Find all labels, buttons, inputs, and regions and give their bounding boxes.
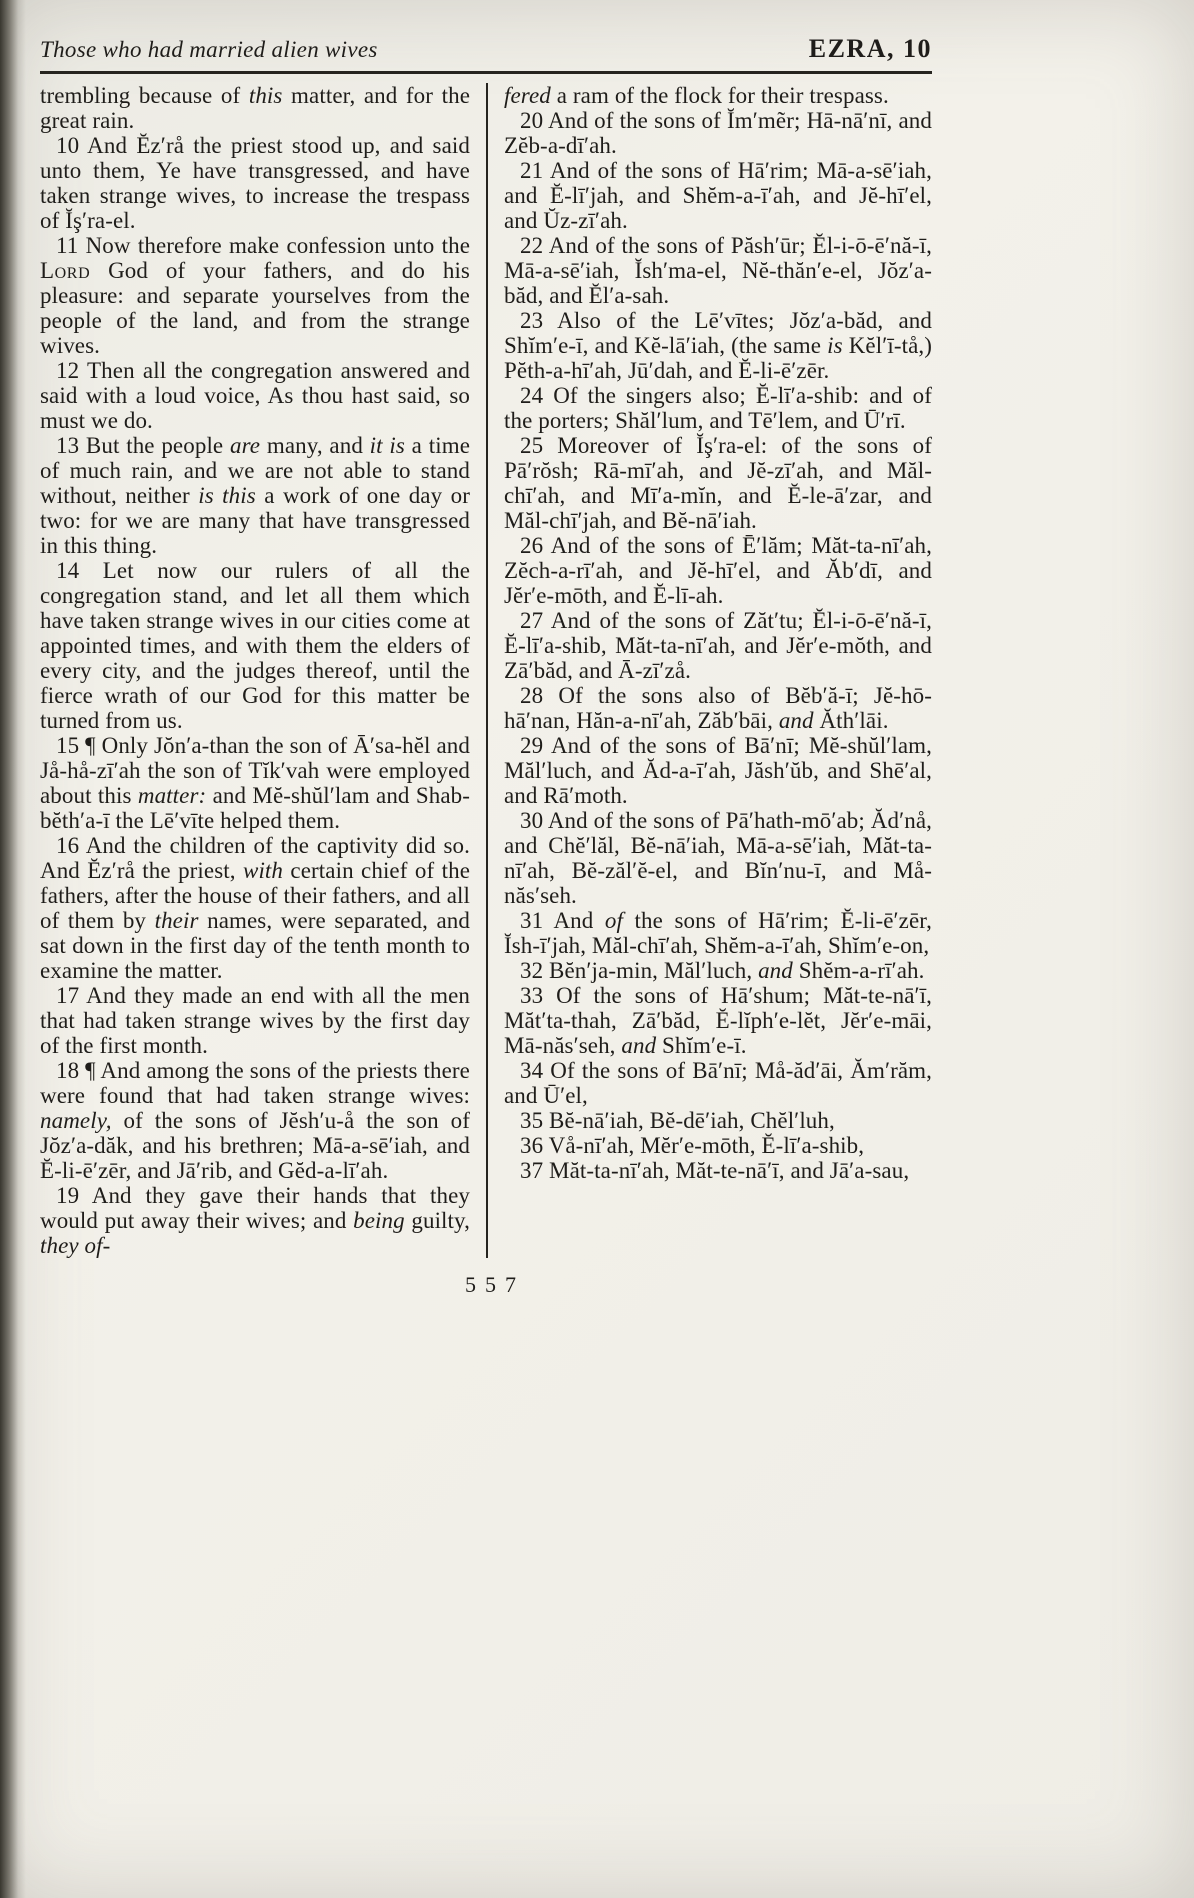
printed-area — [40, 34, 932, 1298]
running-head-title: Those who had married alien wives — [40, 37, 378, 62]
verse-paragraph: 23 Also of the Lē′vītes; Jŏz′a-băd, and Shĭm′e-ī, and Kĕ-lā′iah, (the same is Kĕl′ī-tå,) Pĕth-a-hī′ah, Jū′dah, and Ĕ-li-ē′zēr. — [504, 308, 932, 383]
page-number: 557 — [465, 1272, 525, 1297]
verse-paragraph: 33 Of the sons of Hā′shum; Măt-te-nā′ī, Măt′ta-thah, Zā′băd, Ĕ-lĭph′e-lĕt, Jĕr′e-māi, Mā-năs′seh, and Shĭm′e-ī. — [504, 983, 932, 1058]
header-rule — [40, 71, 932, 74]
verse-paragraph: 14 Let now our rulers of all the congregation stand, and let all them which have taken strange wives in our cities come at appointed times, and with them the elders of every city, and the judges thereof, until the fierce wrath of our God for this matter be turned from us. — [40, 558, 470, 733]
verse-paragraph: 15 ¶ Only Jŏn′a-than the son of Ā′sa-hĕl and Jå-hå-zī′ah the son of Tĭk′vah were employed about this matter: and Mĕ-shŭl′lam and Shab-bĕth′a-ī the Lē′vīte helped them. — [40, 733, 470, 833]
text-column-right — [504, 83, 932, 1258]
verse-paragraph: 21 And of the sons of Hā′rim; Mā-a-sē′iah, and Ĕ-lī′jah, and Shĕm-a-ī′ah, and Jĕ-hī′el, and Ŭz-zī′ah. — [504, 158, 932, 233]
verse-paragraph: 30 And of the sons of Pā′hath-mō′ab; Ăd′nå, and Chĕ′lăl, Bĕ-nā′iah, Mā-a-sē′iah, Măt-ta-nī′ah, Bĕ-zăl′ĕ-el, and Bĭn′nu-ī, and Må-năs′seh. — [504, 808, 932, 908]
verse-paragraph: 10 And Ĕz′rå the priest stood up, and said unto them, Ye have transgressed, and have taken strange wives, to increase the trespass of Ĭş′ra-el. — [40, 133, 470, 233]
two-column-text-block — [40, 83, 932, 1258]
verse-paragraph: 17 And they made an end with all the men that had taken strange wives by the first day of the first month. — [40, 983, 470, 1058]
verse-paragraph: 36 Vå-nī′ah, Mĕr′e-mōth, Ĕ-lī′a-shib, — [520, 1133, 865, 1158]
verse-paragraph: 32 Bĕn′ja-min, Măl′luch, and Shĕm-a-rī′ah. — [520, 958, 925, 983]
verse-paragraph: 26 And of the sons of Ē′lăm; Măt-ta-nī′ah, Zĕch-a-rī′ah, and Jĕ-hī′el, and Ăb′dī, and Jĕr′e-mōth, and Ĕ-lī-ah. — [504, 533, 932, 608]
book-binding-shadow — [0, 0, 26, 1898]
verse-paragraph: 18 ¶ And among the sons of the priests there were found that had taken strange wives: namely, of the sons of Jĕsh′u-å the son of Jŏz′a-dăk, and his brethren; Mā-a-sē′iah, and Ĕ-li-ē′zēr, and Jā′rib, and Gĕd-a-lī′ah. — [40, 1058, 470, 1183]
verse-paragraph: 34 Of the sons of Bā′nī; Må-ăd′āi, Ăm′răm, and Ū′el, — [504, 1058, 932, 1108]
verse-paragraph: 13 But the people are many, and it is a time of much rain, and we are not able to stand without, neither is this a work of one day or two: for we are many that have transgressed in this thing. — [40, 433, 470, 558]
verse-paragraph: 29 And of the sons of Bā′nī; Mĕ-shŭl′lam, Măl′luch, and Ăd-a-ī′ah, Jăsh′ŭb, and Shē′al, and Rā′moth. — [504, 733, 932, 808]
verse-paragraph: 37 Măt-ta-nī′ah, Măt-te-nā′ī, and Jā′a-sau, — [520, 1158, 910, 1183]
verse-paragraph: 19 And they gave their hands that they would put away their wives; and being guilty, they of- — [40, 1183, 470, 1258]
text-column-left — [40, 83, 470, 1258]
verse-paragraph: 20 And of the sons of Ĭm′mẽr; Hā-nā′nī, and Zĕb-a-dī′ah. — [504, 108, 932, 158]
verse-paragraph: 12 Then all the congregation answered and said with a loud voice, As thou hast said, so must we do. — [40, 358, 470, 433]
verse-paragraph: 35 Bĕ-nā′iah, Bĕ-dē′iah, Chĕl′luh, — [520, 1108, 835, 1133]
verse-paragraph: 11 Now therefore make confession unto the Lord God of your fathers, and do his pleasure: and separate yourselves from the people of the land, and from the strange wives. — [40, 233, 470, 358]
column-divider-rule — [486, 83, 488, 1258]
verse-paragraph: 28 Of the sons also of Bĕb′ă-ī; Jĕ-hō-hā′nan, Hăn-a-nī′ah, Zăb′bāi, and Ăth′lāi. — [504, 683, 932, 733]
verse-paragraph: 24 Of the singers also; Ĕ-lī′a-shib: and of the porters; Shăl′lum, and Tē′lem, and Ū′rī. — [504, 383, 932, 433]
running-header — [40, 34, 932, 64]
verse-paragraph: fered a ram of the flock for their trespass. — [504, 83, 889, 108]
verse-paragraph: 25 Moreover of Ĭş′ra-el: of the sons of Pā′rŏsh; Rā-mī′ah, and Jĕ-zī′ah, and Măl-chī′ah, and Mī′a-mĭn, and Ĕ-le-ā′zar, and Măl-chī′jah, and Bĕ-nā′iah. — [504, 433, 932, 533]
verse-paragraph: 31 And of the sons of Hā′rim; Ĕ-li-ē′zēr, Ĭsh-ī′jah, Măl-chī′ah, Shĕm-a-ī′ah, Shĭm′e-on, — [504, 908, 932, 958]
verse-paragraph: 22 And of the sons of Păsh′ūr; Ĕl-i-ō-ē′nă-ī, Mā-a-sē′iah, Ĭsh′ma-el, Nĕ-thăn′e-el, Jŏz′a-băd, and Ĕl′a-sah. — [504, 233, 932, 308]
running-head-book-chapter: EZRA, 10 — [808, 34, 932, 63]
verse-paragraph: 16 And the children of the captivity did so. And Ĕz′rå the priest, with certain chief of the fathers, after the house of their fathers, and all of them by their names, were separated, and sat down in the first day of the tenth month to examine the matter. — [40, 833, 471, 983]
verse-paragraph: trembling because of this matter, and for the great rain. — [40, 83, 470, 133]
verse-paragraph: 27 And of the sons of Zăt′tu; Ĕl-i-ō-ē′nă-ī, Ĕ-lī′a-shib, Măt-ta-nī′ah, and Jĕr′e-mŏth, and Zā′băd, and Ā-zī′zå. — [504, 608, 932, 683]
